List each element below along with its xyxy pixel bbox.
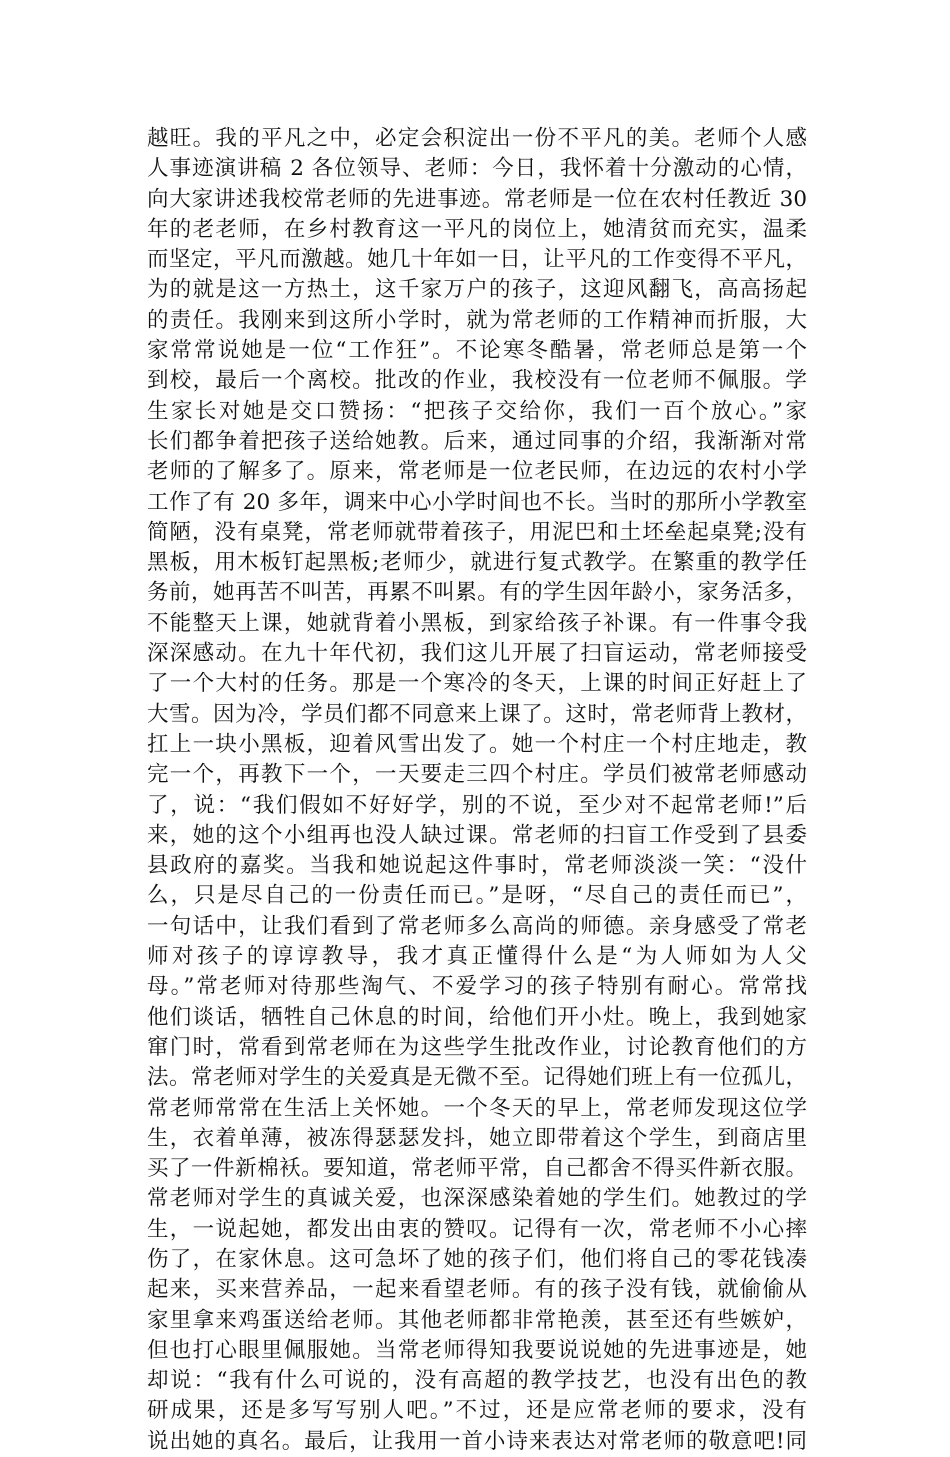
text-line: 了一个大村的任务。那是一个寒冷的冬天，上课的时间正好赶上了 [147, 671, 807, 697]
text-line: 起来，买来营养品，一起来看望老师。有的孩子没有钱，就偷偷从 [147, 1277, 807, 1303]
text-line: 师对孩子的谆谆教导，我才真正懂得什么是“为人师如为人父 [147, 944, 807, 970]
text-line: 扛上一块小黑板，迎着风雪出发了。她一个村庄一个村庄地走，教 [147, 731, 807, 757]
text-line: 常老师常常在生活上关怀她。一个冬天的早上，常老师发现这位学 [147, 1095, 807, 1121]
text-line: 深深感动。在九十年代初，我们这儿开展了扫盲运动，常老师接受 [147, 641, 807, 667]
text-line: 研成果，还是多写写别人吧。”不过，还是应常老师的要求，没有 [147, 1398, 807, 1424]
text-line: 老师的了解多了。原来，常老师是一位老民师，在边远的农村小学 [147, 459, 807, 485]
text-line: 向大家讲述我校常老师的先进事迹。常老师是一位在农村任教近 30 [147, 186, 807, 212]
text-line: 常老师对学生的真诚关爱，也深深感染着她的学生们。她教过的学 [147, 1186, 807, 1212]
text-line: 一句话中，让我们看到了常老师多么高尚的师德。亲身感受了常老 [147, 913, 807, 939]
text-line: 但也打心眼里佩服她。当常老师得知我要说说她的先进事迹是，她 [147, 1337, 807, 1363]
text-line: 伤了，在家休息。这可急坏了她的孩子们，他们将自己的零花钱凑 [147, 1246, 807, 1272]
text-line: 家常常说她是一位“工作狂”。不论寒冬酷暑，常老师总是第一个 [147, 338, 807, 364]
text-line: 却说：“我有什么可说的，没有高超的教学技艺，也没有出色的教 [147, 1368, 807, 1394]
text-line: 窜门时，常看到常老师在为这些学生批改作业，讨论教育他们的方 [147, 1034, 807, 1060]
text-line: 县政府的嘉奖。当我和她说起这件事时，常老师淡淡一笑：“没什 [147, 853, 807, 879]
text-line: 黑板，用木板钉起黑板;老师少，就进行复式教学。在繁重的教学任 [147, 550, 807, 576]
text-line: 了，说：“我们假如不好好学，别的不说，至少对不起常老师!”后 [147, 792, 807, 818]
text-line: 说出她的真名。最后，让我用一首小诗来表达对常老师的敬意吧!同 [147, 1428, 807, 1454]
text-line: 生，衣着单薄，被冻得瑟瑟发抖，她立即带着这个学生，到商店里 [147, 1125, 807, 1151]
text-line: 年的老老师，在乡村教育这一平凡的岗位上，她清贫而充实，温柔 [147, 216, 807, 242]
text-line: 来，她的这个小组再也没人缺过课。常老师的扫盲工作受到了县委 [147, 822, 807, 848]
text-line: 母。”常老师对待那些淘气、不爱学习的孩子特别有耐心。常常找 [147, 974, 807, 1000]
text-line: 生，一说起她，都发出由衷的赞叹。记得有一次，常老师不小心摔 [147, 1216, 807, 1242]
text-line: 家里拿来鸡蛋送给老师。其他老师都非常艳羡，甚至还有些嫉妒， [147, 1307, 807, 1333]
text-line: 么，只是尽自己的一份责任而已。”是呀，“尽自己的责任而已”， [147, 883, 807, 909]
text-line: 买了一件新棉袄。要知道，常老师平常，自己都舍不得买件新衣服。 [147, 1156, 807, 1182]
text-line: 法。常老师对学生的关爱真是无微不至。记得她们班上有一位孤儿， [147, 1065, 807, 1091]
text-line: 的责任。我刚来到这所小学时，就为常老师的工作精神而折服，大 [147, 307, 807, 333]
text-line: 到校，最后一个离校。批改的作业，我校没有一位老师不佩服。学 [147, 368, 807, 394]
text-line: 为的就是这一方热土，这千家万户的孩子，这迎风翻飞，高高扬起 [147, 277, 807, 303]
text-line: 而坚定，平凡而激越。她几十年如一日，让平凡的工作变得不平凡， [147, 247, 807, 273]
text-line: 不能整天上课，她就背着小黑板，到家给孩子补课。有一件事令我 [147, 610, 807, 636]
text-line: 生家长对她是交口赞扬：“把孩子交给你，我们一百个放心。”家 [147, 398, 807, 424]
text-line: 人事迹演讲稿 2 各位领导、老师：今日，我怀着十分激动的心情， [147, 156, 807, 182]
speech-body-text [147, 124, 807, 1457]
text-line: 他们谈话，牺牲自己休息的时间，给他们开小灶。晚上，我到她家 [147, 1004, 807, 1030]
text-line: 大雪。因为冷，学员们都不同意来上课了。这时，常老师背上教材， [147, 701, 807, 727]
text-line: 长们都争着把孩子送给她教。后来，通过同事的介绍，我渐渐对常 [147, 428, 807, 454]
text-line: 简陋，没有桌凳，常老师就带着孩子，用泥巴和土坯垒起桌凳;没有 [147, 519, 807, 545]
text-line: 完一个，再教下一个，一天要走三四个村庄。学员们被常老师感动 [147, 762, 807, 788]
text-line: 越旺。我的平凡之中，必定会积淀出一份不平凡的美。老师个人感 [147, 126, 807, 151]
text-line: 工作了有 20 多年，调来中心小学时间也不长。当时的那所小学教室 [147, 489, 807, 515]
text-line: 务前，她再苦不叫苦，再累不叫累。有的学生因年龄小，家务活多， [147, 580, 807, 606]
